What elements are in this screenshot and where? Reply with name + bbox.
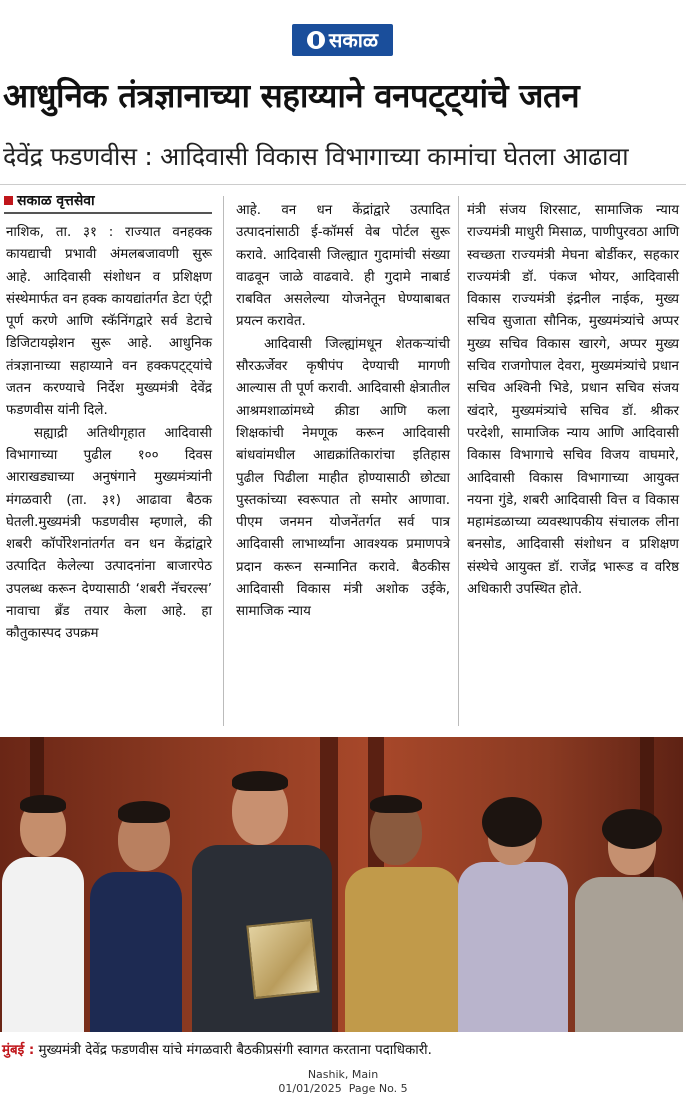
masthead-emblem-icon [307, 31, 325, 49]
paragraph: नाशिक, ता. ३१ : राज्यात वनहक्क कायद्याची प्रभावी अंमलबजावणी सुरू आहे. आदिवासी संशोधन व प्रशिक्षण संस्थेमार्फत वन हक्क कायद्यांतर्गत डेटा एंट्री पूर्ण करणे आणि स्कॅनिंगद्वारे सर्व डेटाचे डिजिटायझेशन सुरू आहे. आधुनिक तंत्रज्ञानाच्या सहाय्याने वन हक्कपट्ट्यांचे जतन करण्याचे निर्देश मुख्यमंत्री देवेंद्र फडणवीस यांनी दिले. [6, 225, 212, 419]
paragraph: आदिवासी जिल्ह्यांमधून शेतकऱ्यांची सौरऊर्जेवर कृषीपंप देण्याची मागणी आल्यास ती पूर्ण करावी. आदिवासी क्षेत्रातील आश्रमशाळांमध्ये क्रीडा आणि कला शिक्षकांची नेमणूक करून आदिवासी बांधवांमधील आद्यक्रांतिकारांचा इतिहास पुढील पिढीला माहीत होण्यासाठी छोट्या पुस्तकांच्या स्वरूपात तो समोर आणावा. पीएम जनमन योजनेंतर्गत सर्व पात्र आदिवासी लाभार्थ्यांना आवश्यक प्रमाणपत्रे प्रदान करून सन्मानित करावे. बैठकीस आदिवासी विकास मंत्री अशोक उईके, सामाजिक न्याय [236, 336, 450, 620]
masthead-logo [292, 24, 393, 56]
photo-caption [2, 1040, 682, 1062]
bullet-square-icon [4, 196, 13, 205]
page-footer [0, 1068, 686, 1096]
news-photo [0, 737, 683, 1032]
column-divider [223, 196, 224, 726]
paragraph: आहे. वन धन केंद्रांद्वारे उत्पादित उत्पादनांसाठी ई-कॉमर्स वेब पोर्टल सुरू करावे. आदिवासी जिल्ह्यात गुदामांची संख्या वाढवून जाळे वाढवावे. ही गुदामे नाबार्ड राबवित असलेल्या योजनेतून घेण्याबाबत प्रयत्न करावेत. [236, 203, 450, 330]
subheadline: देवेंद्र फडणवीस : आदिवासी विकास विभागाच्या कामांचा घेतला आढावा [3, 142, 629, 171]
divider [0, 184, 686, 185]
byline [4, 192, 212, 210]
headline: आधुनिक तंत्रज्ञानाच्या सहाय्याने वनपट्ट्यांचे जतन [3, 76, 580, 115]
article-column-1 [6, 222, 212, 646]
column-divider [458, 196, 459, 726]
caption-place: मुंबई : [2, 1043, 35, 1058]
footer-date-page: 01/01/2025 Page No. 5 [278, 1082, 408, 1095]
footer-edition: Nashik, Main [307, 1068, 379, 1081]
gift-basket [246, 919, 319, 999]
caption-text: मुख्यमंत्री देवेंद्र फडणवीस यांचे मंगळवारी बैठकीप्रसंगी स्वागत करताना पदाधिकारी. [34, 1043, 432, 1058]
masthead-title: सकाळ [328, 28, 379, 52]
byline-underline [4, 212, 212, 214]
paragraph: सह्याद्री अतिथीगृहात आदिवासी विभागाच्या पुढील १०० दिवस आराखड्याच्या अनुषंगाने मुख्यमंत्र्यांनी मंगळवारी (ता. ३१) आढावा बैठक घेतली.मुख्यमंत्री फडणवीस म्हणाले, की शबरी कॉर्पोरेशनांतर्गत वन धन केंद्रांद्वारे उत्पादित केलेल्या उत्पादनांना बाजारपेठ उपलब्ध करून देण्यासाठी ‘शबरी नॅचरल्स’ नावाचा ब्रँड तयार केला आहे. हा कौतुकास्पद उपक्रम [6, 425, 212, 642]
paragraph: मंत्री संजय शिरसाट, सामाजिक न्याय राज्यमंत्री माधुरी मिसाळ, पाणीपुरवठा आणि स्वच्छता राज्यमंत्री मेघना बोर्डीकर, सहकार राज्यमंत्री डॉ. पंकज भोयर, आदिवासी विकास राज्यमंत्री इंद्रनील नाईक, मुख्य सचिव सुजाता सौनिक, मुख्यमंत्र्यांचे अप्पर मुख्य सचिव विकास खारगे, अप्पर मुख्य सचिव राजगोपाल देवरा, मुख्यमंत्र्यांचे प्रधान सचिव अश्विनी भिडे, प्रधान सचिव संजय खंदारे, मुख्यमंत्र्यांचे सचिव डॉ. श्रीकर परदेशी, सामाजिक न्याय आणि आदिवासी विकास विभागाचे सचिव विजय वाघमारे, आदिवासी विकास विभागाच्या आयुक्त नयना गुंडे, शबरी आदिवासी वित्त व विकास महामंडळाच्या व्यवस्थापकीय संचालक लीना बनसोड, आदिवासी संशोधन व प्रशिक्षण संस्थेचे आयुक्त डॉ. राजेंद्र भारूड व वरिष्ठ अधिकारी उपस्थित होते. [467, 203, 679, 598]
byline-text: सकाळ वृत्तसेवा [17, 193, 95, 209]
article-column-2 [236, 200, 450, 624]
article-column-3 [467, 200, 679, 601]
